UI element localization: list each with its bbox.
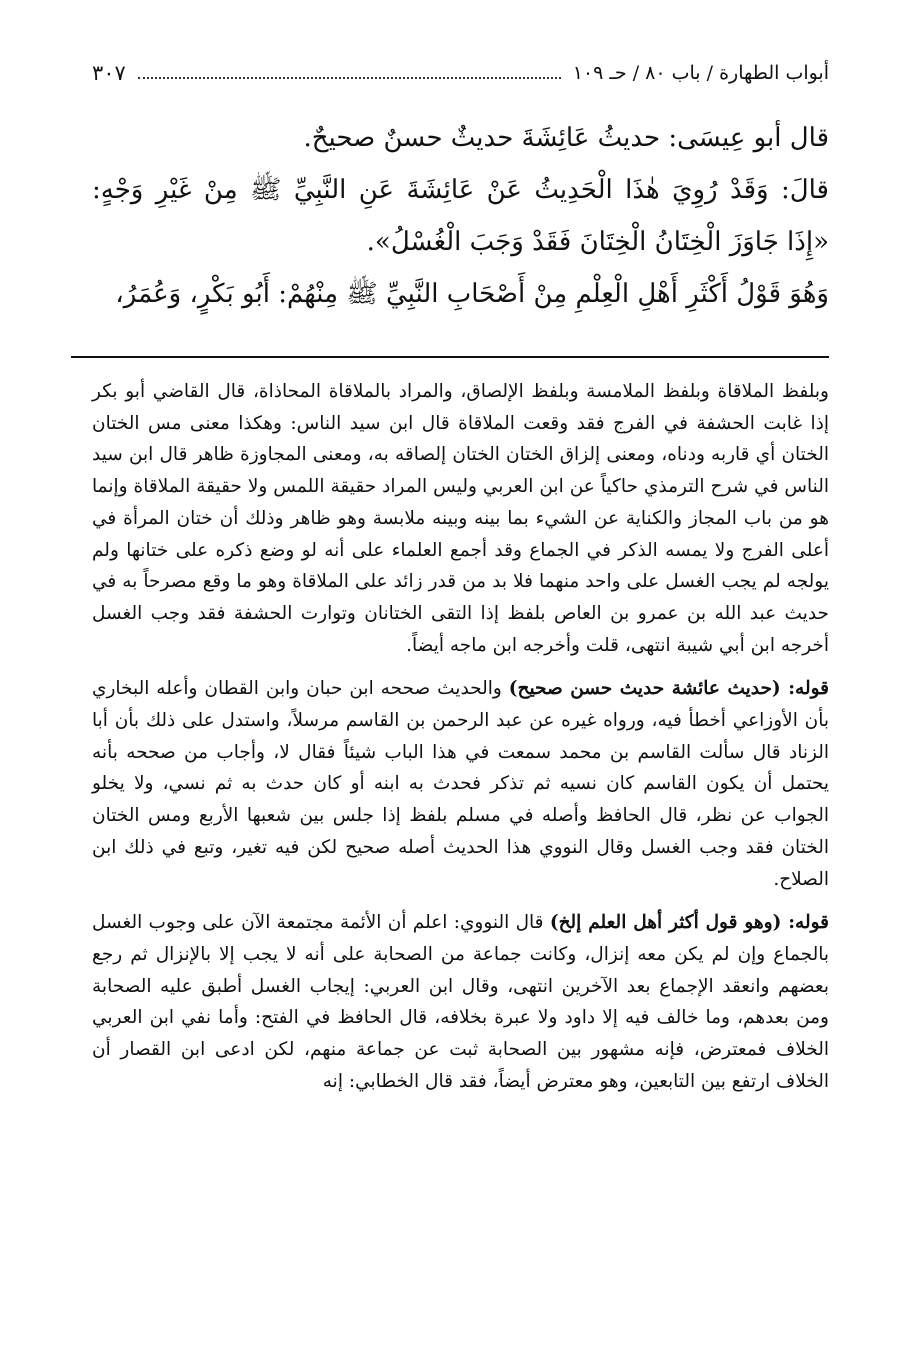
hadith-paragraph: وَهُوَ قَوْلُ أَكْثَرِ أَهْلِ الْعِلْمِ مِنْ أَصْحَابِ النَّبِيِّ ﷺ مِنْهُمْ: أَبُو بَكْرٍ، وَعُمَرُ،	[115, 279, 829, 309]
page-number: ٣٠٧	[92, 61, 126, 85]
commentary-lead: قوله: (حديث عائشة حديث حسن صحيح)	[508, 678, 829, 700]
hadith-paragraph: قالَ: وَقَدْ رُوِيَ هٰذَا الْحَدِيثُ عَنْ عَائِشَةَ عَنِ النَّبِيِّ ﷺ مِنْ غَيْرِ وَجْهٍ: «إِذَا جَاوَزَ الْخِتَانُ الْخِتَانَ فَقَدْ وَجَبَ الْغُسْلُ».	[92, 175, 829, 257]
dotted-leader	[138, 77, 561, 79]
commentary-body: قال النووي: اعلم أن الأئمة مجتمعة الآن على وجوب الغسل بالجماع وإن لم يكن معه إنزال، وكانت جماعة من الصحابة على أنه لا يجب إلا بالإنزال ثم رجع بعضهم وانعقد الإجماع بعد الآخرين انتهى، وقال ابن العربي: إيجاب الغسل أطبق عليه الصحابة ومن بعدهم، وما خالف فيه إلا داود ولا عبرة بخلافه، قال الحافظ في الفتح: وأما نفي ابن العربي الخلاف فمعترض، فإنه مشهور بين الصحابة ثبت عن جماعة منهم، لكن ادعى ابن القصار أن الخلاف ارتفع بين التابعين، وهو معترض أيضاً، فقد قال الخطابي: إنه	[92, 912, 829, 1092]
commentary-lead: قوله: (وهو قول أكثر أهل العلم إلخ)	[549, 912, 829, 934]
commentary-paragraph	[92, 673, 829, 895]
commentary-paragraph: وبلفظ الملاقاة وبلفظ الملامسة وبلفظ الإلصاق، والمراد بالملاقاة المحاذاة، قال القاضي أبو بكر إذا غابت الحشفة في الفرج فقد وقعت الملاقاة قال ابن سيد الناس: وهكذا معنى مس الختان الختان أي قاربه ودناه، ومعنى إلزاق الختان الختان إلصاقه به، ومعنى المجاوزة ظاهر قال ابن سيد الناس في شرح الترمذي حاكياً عن ابن العربي وليس المراد حقيقة اللمس ولا حقيقة الملاقاة وإنما هو من باب المجاز والكناية عن الشيء بما بينه وبينه ملابسة وهو ظاهر وذلك أن ختان المرأة في أعلى الفرج ولا يمسه الذكر في الجماع وقد أجمع العلماء على أنه لو وضع ذكره على ختانها ولم يولجه لم يجب الغسل على واحد منهما فلا بد من قدر زائد على الملاقاة وهو ما وقع مصرحاً به في حديث عبد الله بن عمرو بن العاص بلفظ إذا التقى الختانان وتوارت الحشفة فقد وجب الغسل أخرجه ابن أبي شيبة انتهى، قلت وأخرجه ابن ماجه أيضاً.	[92, 381, 830, 656]
running-header	[92, 58, 829, 88]
hadith-paragraph: قال أبو عِيسَى: حديثُ عَائِشَةَ حديثٌ حسنٌ صحيحٌ.	[303, 123, 829, 153]
commentary-paragraph	[92, 907, 829, 1097]
commentary-text	[92, 376, 829, 1109]
footnote-divider	[71, 356, 829, 358]
chapter-title: أبواب الطهارة / باب ٨٠ / حـ ١٠٩	[572, 62, 829, 84]
hadith-text	[92, 112, 829, 320]
commentary-body: والحديث صححه ابن حبان وابن القطان وأعله البخاري بأن الأوزاعي أخطأ فيه، ورواه غيره عن عبد الرحمن بن القاسم مرسلاً، واستدل على ذلك بأن أبا الزناد قال سألت القاسم بن محمد سمعت في هذا الباب شيئاً فقال لا، وأجاب من صححه بأنه يحتمل أن يكون القاسم كان نسيه ثم تذكر فحدث به ابنه أو كان حدث به ثم نسي، ولا يخلو الجواب عن نظر، قال الحافظ وأصله في مسلم بلفظ إذا جلس بين شعبها الأربع ومس الختان الختان فقد وجب الغسل وقال النووي هذا الحديث أصله صحيح لكن فيه تغير، وتبع في ذلك ابن الصلاح.	[92, 678, 829, 890]
